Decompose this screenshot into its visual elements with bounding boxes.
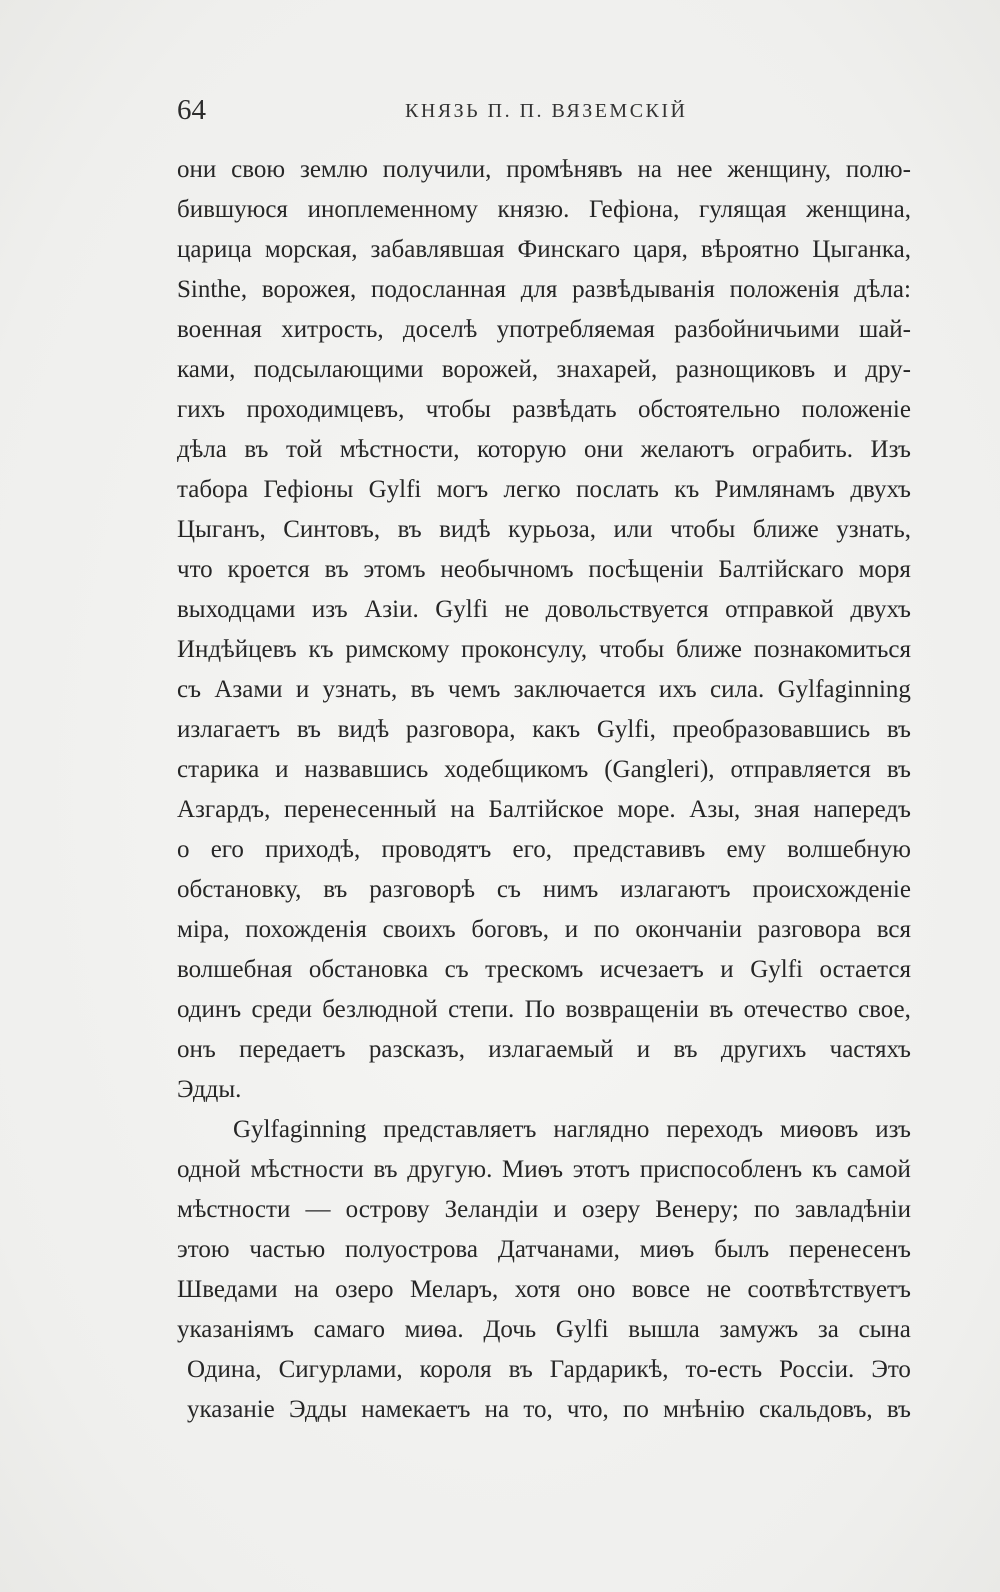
text-line: этою частью полуострова Датчанами, миѳъ былъ перенесенъ (177, 1236, 911, 1263)
text-line: о его приходѣ, проводятъ его, представивъ ему волшебную (177, 836, 911, 863)
text-line: одной мѣстности въ другую. Миѳъ этотъ приспособленъ къ самой (177, 1156, 911, 1183)
text-line: выходцами изъ Азіи. Gylfi не довольствуется отправкой двухъ (177, 596, 911, 623)
text-line: одинъ среди безлюдной степи. По возвращеніи въ отечество свое, (177, 996, 911, 1023)
text-line: указаніямъ самаго миѳа. Дочь Gylfi вышла замужъ за сына (177, 1316, 911, 1343)
running-head: КНЯЗЬ П. П. ВЯЗЕМСКІЙ (405, 100, 688, 122)
text-line: Азгардъ, перенесенный на Балтійское море. Азы, зная напередъ (177, 796, 911, 823)
text-line: излагаетъ въ видѣ разговора, какъ Gylfi, преобразовавшись въ (177, 716, 911, 743)
text-line: гихъ проходимцевъ, чтобы развѣдать обстоятельно положеніе (177, 396, 911, 423)
text-line: военная хитрость, доселѣ употребляемая разбойничьими шай- (177, 316, 911, 343)
body-text (177, 150, 911, 1430)
text-line: обстановку, въ разговорѣ съ нимъ излагаютъ происхожденіе (177, 876, 911, 903)
text-line: ками, подсылающими ворожей, знахарей, разнощиковъ и дру- (177, 356, 911, 383)
text-line: они свою землю получили, промѣнявъ на нее женщину, полю- (177, 156, 911, 183)
text-line: бившуюся иноплеменному князю. Гефіона, гулящая женщина, (177, 196, 911, 223)
text-line: Цыганъ, Синтовъ, въ видѣ курьоза, или чтобы ближе узнать, (177, 516, 911, 543)
text-line: Шведами на озеро Меларъ, хотя оно вовсе не соотвѣтствуетъ (177, 1276, 911, 1303)
text-line: Индѣйцевъ къ римскому проконсулу, чтобы ближе познакомиться (177, 636, 911, 663)
text-line: Sinthe, ворожея, подосланная для развѣдыванія положенія дѣла: (177, 276, 911, 303)
text-line: табора Гефіоны Gylfi могъ легко послать къ Римлянамъ двухъ (177, 476, 911, 503)
page-header (177, 92, 911, 132)
text-line: Эдды. (177, 1076, 242, 1103)
text-line: мѣстности — острову Зеландіи и озеру Венеру; по завладѣніи (177, 1196, 911, 1223)
text-line: старика и назвавшись ходебщикомъ (Gangleri), отправляется въ (177, 756, 911, 783)
text-line: онъ передаетъ разсказъ, излагаемый и въ другихъ частяхъ (177, 1036, 911, 1063)
paragraph-1 (177, 150, 911, 1110)
text-line: Одина, Сигурлами, короля въ Гардарикѣ, то-есть Россіи. Это (187, 1356, 911, 1383)
text-line: міра, похожденія своихъ боговъ, и по окончаніи разговора вся (177, 916, 911, 943)
paragraph-2 (177, 1110, 911, 1430)
text-line: указаніе Эдды намекаетъ на то, что, по мнѣнію скальдовъ, въ (187, 1396, 911, 1423)
text-line: царица морская, забавлявшая Финскаго царя, вѣроятно Цыганка, (177, 236, 911, 263)
text-line: дѣла въ той мѣстности, которую они желаютъ ограбить. Изъ (177, 436, 911, 463)
page-number: 64 (177, 94, 206, 126)
text-line: что кроется въ этомъ необычномъ посѣщеніи Балтійскаго моря (177, 556, 911, 583)
text-line: волшебная обстановка съ трескомъ исчезаетъ и Gylfi остается (177, 956, 911, 983)
text-line: Gylfaginning представляетъ наглядно переходъ миѳовъ изъ (233, 1116, 911, 1143)
text-line: съ Азами и узнать, въ чемъ заключается ихъ сила. Gylfaginning (177, 676, 911, 703)
